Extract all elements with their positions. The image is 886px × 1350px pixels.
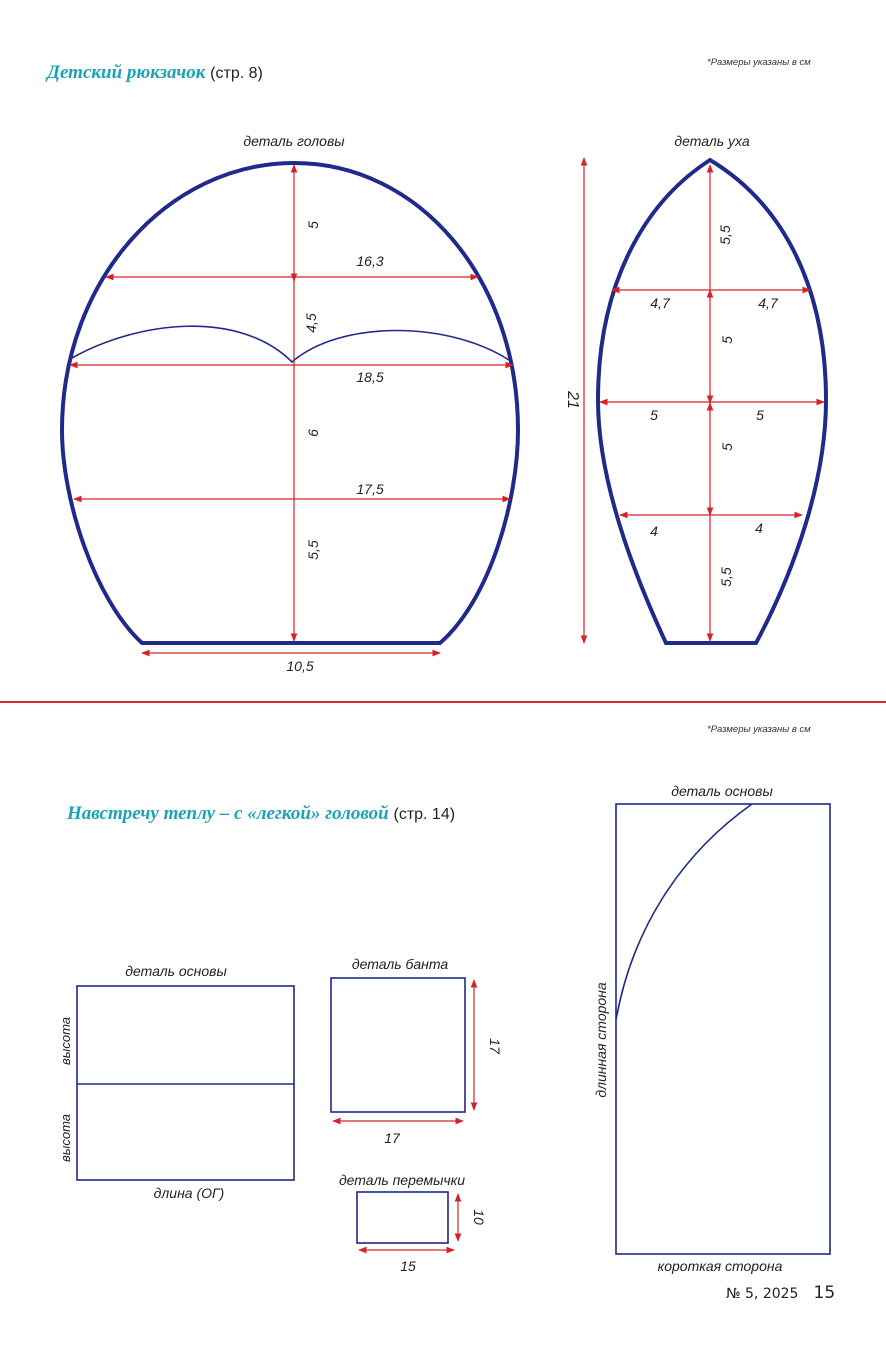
ear-dim-seg2: 5 <box>719 336 735 344</box>
bow-dim-width: 17 <box>384 1130 400 1146</box>
ear-dim-w2-left: 5 <box>650 407 658 423</box>
ear-piece <box>564 133 826 643</box>
bow-dim-height: 17 <box>487 1038 503 1054</box>
ear-dim-w2-right: 5 <box>756 407 764 423</box>
bow-piece <box>331 956 503 1146</box>
bridge-dim-width: 15 <box>400 1258 416 1274</box>
bridge-dim-height: 10 <box>471 1209 487 1225</box>
ear-dim-total: 21 <box>564 391 581 409</box>
base-2-long-side: длинная сторона <box>593 982 609 1098</box>
bridge-rect <box>357 1192 448 1243</box>
base-height-bottom: высота <box>58 1114 73 1162</box>
head-dim-width-upper: 16,3 <box>356 253 384 269</box>
page-number: 15 <box>813 1283 836 1303</box>
ear-dim-seg4: 5,5 <box>718 567 734 587</box>
head-piece <box>62 133 518 674</box>
head-curve-line <box>72 326 512 362</box>
ear-dim-w1-right: 4,7 <box>758 295 778 311</box>
base-rect <box>77 986 294 1180</box>
head-outline <box>62 163 518 643</box>
base-2-curve <box>616 804 752 1020</box>
ear-dim-seg3: 5 <box>719 443 735 451</box>
base-piece-2-label: деталь основы <box>671 783 773 799</box>
ear-piece-label: деталь уха <box>674 133 750 149</box>
title-page-ref: (стр. 8) <box>210 65 263 82</box>
base-2-short-side: короткая сторона <box>657 1258 783 1274</box>
ear-dim-top: 5,5 <box>717 225 733 245</box>
head-dim-mid: 6 <box>305 429 321 437</box>
bridge-piece <box>339 1172 487 1274</box>
size-note-top: *Размеры указаны в см <box>707 57 811 68</box>
title-page-ref: (стр. 14) <box>393 806 456 823</box>
bow-rect <box>331 978 465 1112</box>
bow-piece-label: деталь банта <box>351 956 449 972</box>
head-piece-label: деталь головы <box>243 133 345 149</box>
head-dim-curve: 4,5 <box>303 313 319 333</box>
head-dim-bottom: 5,5 <box>305 540 321 560</box>
size-note-bottom: *Размеры указаны в см <box>707 724 811 735</box>
head-dim-base: 10,5 <box>286 658 314 674</box>
title-text: Навстречу теплу – с «легкой» головой <box>67 803 389 824</box>
head-dim-width-lower: 17,5 <box>356 481 384 497</box>
base-height-top: высота <box>58 1017 73 1065</box>
base-2-rect <box>616 804 830 1254</box>
base-piece <box>58 963 294 1201</box>
base-length: длина (ОГ) <box>153 1185 225 1201</box>
head-dim-top: 5 <box>305 221 321 229</box>
ear-dim-w3-right: 4 <box>755 520 763 536</box>
ear-dim-w3-left: 4 <box>650 523 658 539</box>
issue-number: № 5, 2025 <box>726 1286 799 1302</box>
base-piece-label: деталь основы <box>125 963 227 979</box>
base-piece-2 <box>593 783 830 1274</box>
bridge-piece-label: деталь перемычки <box>338 1172 466 1188</box>
ear-dim-w1-left: 4,7 <box>650 295 670 311</box>
title-text: Детский рюкзачок <box>47 62 206 83</box>
head-dim-width-mid: 18,5 <box>356 369 384 385</box>
